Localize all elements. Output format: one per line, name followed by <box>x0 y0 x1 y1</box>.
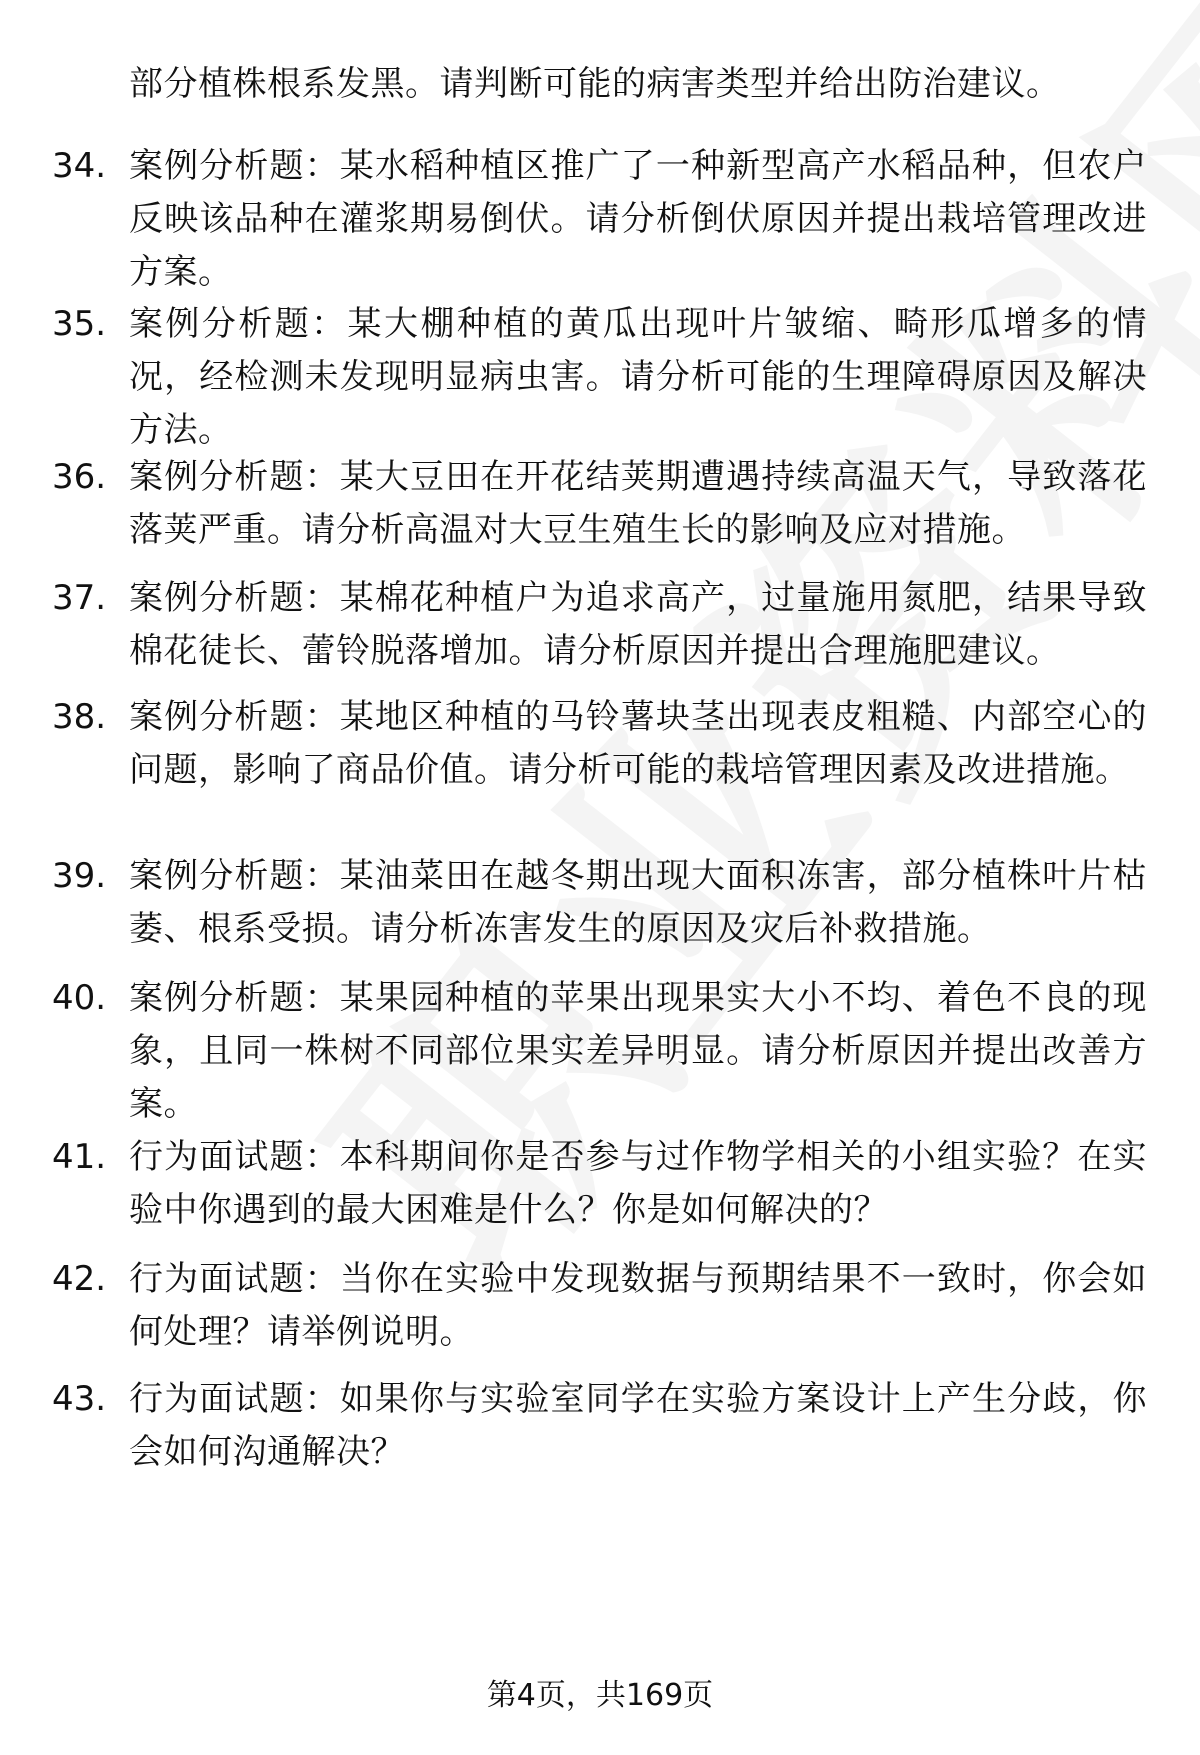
question-number: 38. <box>52 697 107 737</box>
question-number: 35. <box>52 304 107 344</box>
question-text: 案例分析题：某地区种植的马铃薯块茎出现表皮粗糙、内部空心的问题，影响了商品价值。请分析可能的栽培管理因素及改进措施。 <box>129 697 1147 790</box>
question-number: 36. <box>52 457 107 497</box>
question-number: 43. <box>52 1379 107 1419</box>
question-number: 40. <box>52 978 107 1018</box>
previous-question-continuation: 部分植株根系发黑。请判断可能的病害类型并给出防治建议。 <box>129 64 1061 104</box>
question-text: 案例分析题：某棉花种植户为追求高产，过量施用氮肥，结果导致棉花徒长、蕾铃脱落增加。请分析原因并提出合理施肥建议。 <box>129 578 1147 671</box>
question-text: 行为面试题：本科期间你是否参与过作物学相关的小组实验？在实验中你遇到的最大困难是什么？你是如何解决的？ <box>129 1137 1147 1230</box>
question-text: 案例分析题：某大豆田在开花结荚期遭遇持续高温天气，导致落花落荚严重。请分析高温对大豆生殖生长的影响及应对措施。 <box>129 457 1147 550</box>
question-number: 41. <box>52 1137 107 1177</box>
question-number: 39. <box>52 856 107 896</box>
page-footer: 第4页，共169页 <box>486 1678 714 1713</box>
question-text: 行为面试题：当你在实验中发现数据与预期结果不一致时，你会如何处理？请举例说明。 <box>129 1259 1147 1352</box>
question-number: 37. <box>52 578 107 618</box>
question-text: 案例分析题：某果园种植的苹果出现果实大小不均、着色不良的现象，且同一株树不同部位果实差异明显。请分析原因并提出改善方案。 <box>129 978 1147 1124</box>
question-text: 案例分析题：某水稻种植区推广了一种新型高产水稻品种，但农户反映该品种在灌浆期易倒伏。请分析倒伏原因并提出栽培管理改进方案。 <box>129 146 1147 292</box>
question-text: 行为面试题：如果你与实验室同学在实验方案设计上产生分歧，你会如何沟通解决？ <box>129 1379 1147 1472</box>
question-text: 案例分析题：某大棚种植的黄瓜出现叶片皱缩、畸形瓜增多的情况，经检测未发现明显病虫害。请分析可能的生理障碍原因及解决方法。 <box>129 304 1147 450</box>
question-text: 案例分析题：某油菜田在越冬期出现大面积冻害，部分植株叶片枯萎、根系受损。请分析冻害发生的原因及灾后补救措施。 <box>129 856 1147 949</box>
question-number: 42. <box>52 1259 107 1299</box>
question-number: 34. <box>52 146 107 186</box>
